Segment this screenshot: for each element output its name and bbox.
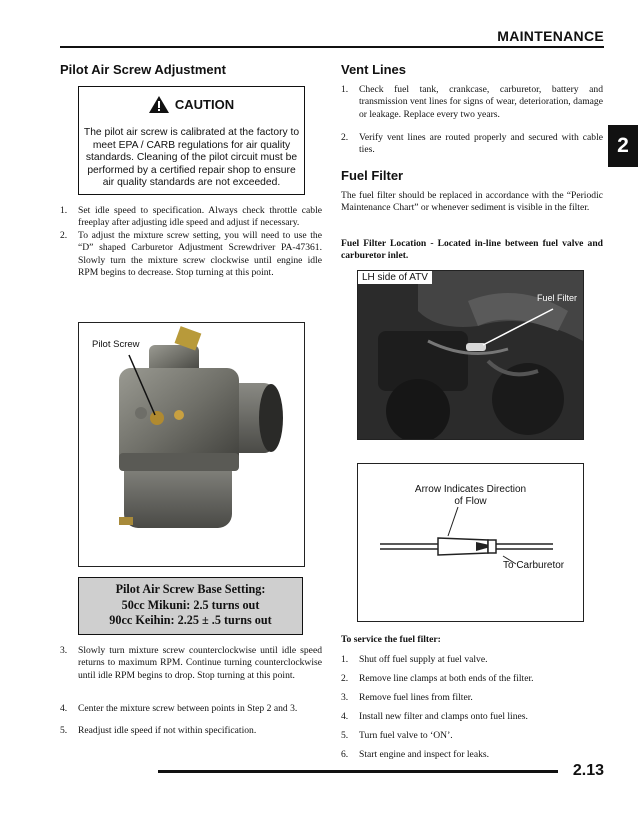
step-number: 1. (60, 205, 68, 216)
photo-label-pilot-screw: Pilot Screw (92, 339, 140, 350)
photo-label-fuel-filter: Fuel Filter (536, 293, 577, 303)
caution-label: CAUTION (174, 97, 235, 112)
page-number: 2.13 (572, 762, 604, 779)
step-number: 3. (60, 645, 68, 656)
caution-box (78, 86, 305, 195)
base-setting-box (78, 577, 303, 635)
list-item (60, 645, 322, 695)
step-number: 4. (60, 703, 68, 714)
setting-line-2: 50cc Mikuni: 2.5 turns out (121, 597, 260, 612)
diagram-title-line-1: Arrow Indicates Direction (414, 484, 527, 495)
service-steps (341, 654, 603, 764)
step-number: 1. (341, 84, 349, 95)
step-text: Remove fuel lines from filter. (359, 692, 473, 703)
list-item (341, 692, 603, 706)
step-number: 3. (341, 692, 349, 703)
pilot-air-screw-heading: Pilot Air Screw Adjustment (60, 62, 226, 77)
service-heading: To service the fuel filter: (341, 634, 441, 645)
diagram-label-to-carburetor: To Carburetor (503, 560, 565, 571)
step-number: 4. (341, 711, 349, 722)
step-text: Remove line clamps at both ends of the filter. (359, 673, 534, 684)
step-number: 2. (341, 673, 349, 684)
section-title: MAINTENANCE (497, 28, 604, 44)
caution-text: The pilot air screw is calibrated at the factory to meet EPA / CARB regulations for air quality standards. Cleaning of the pilot circuit must be performed by a certified repair shop to ensure air quality standards are not exceeded. (83, 127, 300, 189)
fuel-filter-intro: The fuel filter should be replaced in accordance with the “Periodic Maintenance Chart” or whenever sediment is visible in the filter. (341, 190, 603, 214)
list-item (60, 205, 322, 231)
fuel-filter-location: Fuel Filter Location - Located in-line between fuel valve and carburetor inlet. (341, 238, 603, 262)
header-rule (60, 46, 604, 48)
vent-steps (341, 84, 603, 156)
step-number: 2. (341, 132, 349, 143)
list-item (341, 132, 603, 158)
flow-diagram (357, 463, 584, 622)
vent-lines-heading: Vent Lines (341, 62, 407, 77)
step-text: Start engine and inspect for leaks. (359, 749, 490, 760)
diagram-title-line-2: of Flow (454, 496, 487, 507)
step-text: Center the mixture screw between points in Step 2 and 3. (78, 703, 298, 714)
list-item (341, 730, 603, 744)
step-number: 2. (60, 230, 68, 241)
step-number: 1. (341, 654, 349, 665)
steps-list-a (60, 205, 322, 295)
step-text: Turn fuel valve to ‘ON’. (359, 730, 453, 741)
setting-line-1: Pilot Air Screw Base Setting: (115, 582, 266, 596)
carburetor-illustration (79, 323, 304, 566)
footer-rule (158, 770, 558, 773)
step-number: 5. (341, 730, 349, 741)
list-item (341, 749, 603, 763)
fuel-filter-heading: Fuel Filter (341, 168, 404, 183)
diagram-title (358, 484, 583, 508)
step-text: Shut off fuel supply at fuel valve. (359, 654, 488, 665)
chapter-tab: 2 (608, 125, 638, 167)
carburetor-photo (78, 322, 305, 567)
list-item (60, 703, 322, 717)
step-text: To adjust the mixture screw setting, you will need to use the “D” shaped Carburetor Adjustment Screwdriver PA-47361. Slowly turn the mixture screw clockwise until engine idle RPM begins to decrease. Stop turning at this point. (78, 230, 322, 279)
steps-list-b (60, 645, 322, 745)
caution-header (79, 87, 304, 122)
step-text: Install new filter and clamps onto fuel lines. (359, 711, 528, 722)
setting-line-3: 90cc Keihin: 2.25 ± .5 turns out (109, 613, 272, 627)
step-text: Set idle speed to specification. Always check throttle cable freeplay after adjusting idle speed and adjust if necessary. (78, 205, 322, 229)
photo-label-lh-side: LH side of ATV (358, 271, 432, 284)
list-item (341, 84, 603, 122)
step-text: Verify vent lines are routed properly and secured with cable ties. (359, 132, 603, 156)
step-number: 6. (341, 749, 349, 760)
step-text: Check fuel tank, crankcase, carburetor, battery and transmission vent lines for signs of wear, deterioration, damage or leakage. Replace every two years. (359, 84, 603, 120)
list-item (341, 673, 603, 687)
atv-photo (357, 270, 584, 440)
step-text: Slowly turn mixture screw counterclockwise until idle speed returns to maximum RPM. Continue turning counterclockwise until idle RPM begins to drop. Stop turning at this point. (78, 645, 322, 681)
list-item (60, 230, 322, 294)
list-item (341, 711, 603, 725)
list-item (341, 654, 603, 668)
list-item (60, 725, 322, 739)
warning-triangle-icon (149, 96, 169, 113)
step-text: Readjust idle speed if not within specification. (78, 725, 257, 736)
step-number: 5. (60, 725, 68, 736)
